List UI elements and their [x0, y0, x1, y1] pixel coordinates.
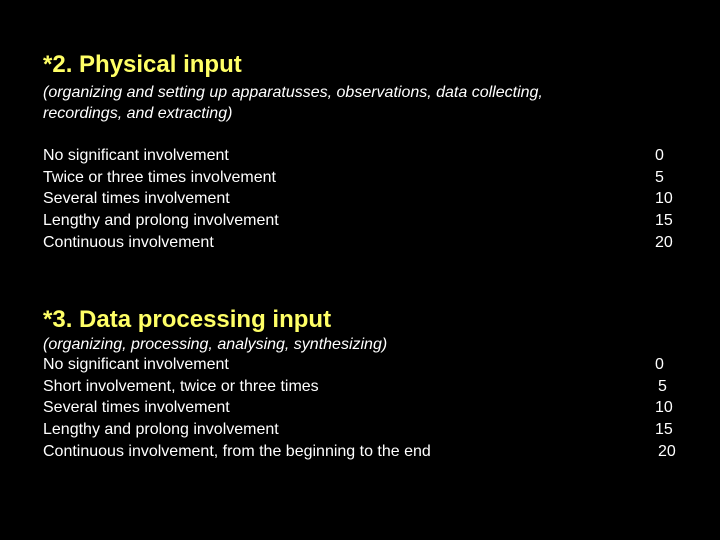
data-processing-row-label: Continuous involvement, from the beginning to the end [43, 443, 431, 460]
section-physical-input-heading: *2. Physical input [43, 51, 242, 78]
physical-input-row-label: Twice or three times involvement [43, 169, 276, 186]
physical-input-row-score: 15 [655, 212, 673, 229]
physical-input-row-label: Continuous involvement [43, 234, 214, 251]
data-processing-row-label: No significant involvement [43, 356, 229, 373]
physical-input-row-label: Lengthy and prolong involvement [43, 212, 279, 229]
data-processing-row-score: 20 [658, 443, 676, 460]
data-processing-row-label: Short involvement, twice or three times [43, 378, 319, 395]
physical-input-row-label: Several times involvement [43, 190, 230, 207]
section-data-processing-input-description: (organizing, processing, analysing, synthesizing) [43, 336, 388, 353]
data-processing-row-label: Several times involvement [43, 399, 230, 416]
physical-input-row-score: 20 [655, 234, 673, 251]
section-physical-input-description-line2: recordings, and extracting) [43, 105, 233, 122]
physical-input-row-score: 5 [655, 169, 664, 186]
section-physical-input-description-line1: (organizing and setting up apparatusses, observations, data collecting, [43, 84, 543, 101]
data-processing-row-score: 0 [655, 356, 664, 373]
section-data-processing-input-heading: *3. Data processing input [43, 306, 332, 333]
physical-input-row-score: 10 [655, 190, 673, 207]
data-processing-row-label: Lengthy and prolong involvement [43, 421, 279, 438]
physical-input-row-score: 0 [655, 147, 664, 164]
data-processing-row-score: 5 [658, 378, 667, 395]
physical-input-row-label: No significant involvement [43, 147, 229, 164]
data-processing-row-score: 15 [655, 421, 673, 438]
data-processing-row-score: 10 [655, 399, 673, 416]
